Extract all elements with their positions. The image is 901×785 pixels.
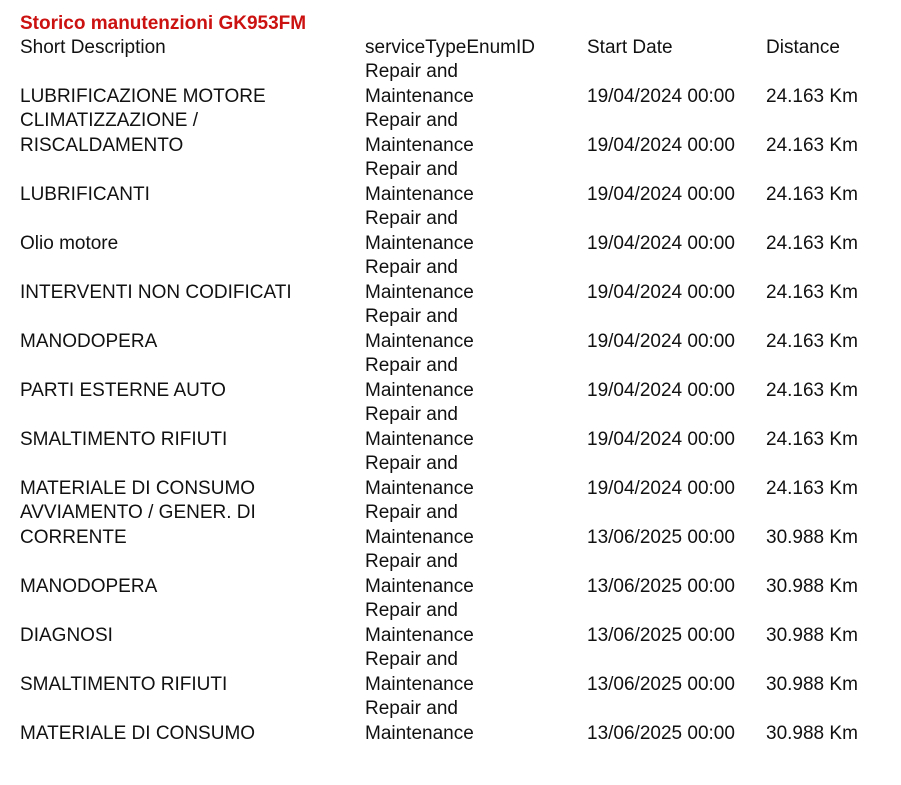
cell-start-date-text: 19/04/2024 00:00	[587, 183, 735, 205]
cell-short-description-text: INTERVENTI NON CODIFICATI	[20, 281, 292, 303]
cell-short-description-text: MANODOPERA	[20, 575, 158, 597]
cell-service-type	[365, 305, 587, 354]
cell-start-date-text: 19/04/2024 00:00	[587, 232, 735, 254]
cell-distance-text: 24.163 Km	[766, 85, 858, 107]
cell-start-date-text: 13/06/2025 00:00	[587, 575, 735, 597]
cell-distance-text: 30.988 Km	[766, 722, 858, 744]
cell-short-description	[20, 207, 365, 256]
cell-short-description	[20, 452, 365, 501]
cell-distance	[766, 354, 890, 403]
cell-short-description-text: SMALTIMENTO RIFIUTI	[20, 428, 228, 450]
cell-service-type	[365, 207, 587, 256]
cell-service-type	[365, 648, 587, 697]
cell-service-type-text: Repair and Maintenance	[365, 61, 474, 107]
cell-distance	[766, 648, 890, 697]
cell-start-date	[587, 550, 766, 599]
cell-short-description	[20, 354, 365, 403]
cell-short-description	[20, 501, 365, 550]
cell-distance-text: 30.988 Km	[766, 673, 858, 695]
cell-service-type	[365, 550, 587, 599]
cell-short-description	[20, 60, 365, 109]
cell-service-type	[365, 599, 587, 648]
table-row	[20, 550, 890, 599]
cell-service-type-text: Repair and Maintenance	[365, 208, 474, 254]
table-row	[20, 60, 890, 109]
cell-service-type	[365, 697, 587, 746]
cell-service-type	[365, 452, 587, 501]
table-header-row	[20, 36, 890, 60]
cell-distance	[766, 158, 890, 207]
table-body	[20, 60, 890, 746]
cell-start-date	[587, 501, 766, 550]
table-row	[20, 207, 890, 256]
cell-service-type	[365, 60, 587, 109]
cell-distance-text: 24.163 Km	[766, 183, 858, 205]
cell-start-date	[587, 109, 766, 158]
cell-start-date	[587, 256, 766, 305]
cell-distance	[766, 403, 890, 452]
cell-short-description-text: DIAGNOSI	[20, 624, 113, 646]
cell-distance-text: 30.988 Km	[766, 624, 858, 646]
cell-distance-text: 24.163 Km	[766, 428, 858, 450]
cell-short-description	[20, 256, 365, 305]
cell-start-date-text: 19/04/2024 00:00	[587, 477, 735, 499]
cell-distance	[766, 550, 890, 599]
cell-service-type	[365, 109, 587, 158]
cell-start-date	[587, 158, 766, 207]
cell-service-type-text: Repair and Maintenance	[365, 159, 474, 205]
cell-service-type	[365, 158, 587, 207]
cell-short-description-text: LUBRIFICAZIONE MOTORE	[20, 85, 266, 107]
cell-start-date	[587, 697, 766, 746]
table-row	[20, 403, 890, 452]
header-distance: Distance	[766, 37, 840, 58]
cell-short-description-text: MATERIALE DI CONSUMO	[20, 722, 256, 744]
cell-service-type-text: Repair and Maintenance	[365, 453, 474, 499]
cell-start-date-text: 19/04/2024 00:00	[587, 281, 735, 303]
cell-start-date-text: 19/04/2024 00:00	[587, 330, 735, 352]
cell-distance	[766, 207, 890, 256]
table-row	[20, 256, 890, 305]
cell-short-description	[20, 697, 365, 746]
cell-service-type-text: Repair and Maintenance	[365, 551, 474, 597]
cell-short-description-text: SMALTIMENTO RIFIUTI	[20, 673, 228, 695]
cell-short-description-text: MANODOPERA	[20, 330, 158, 352]
cell-short-description-text: CLIMATIZZAZIONE / RISCALDAMENTO	[20, 110, 199, 156]
cell-short-description	[20, 648, 365, 697]
cell-service-type-text: Repair and Maintenance	[365, 110, 474, 156]
cell-start-date	[587, 207, 766, 256]
cell-start-date-text: 13/06/2025 00:00	[587, 722, 735, 744]
cell-service-type	[365, 256, 587, 305]
table-row	[20, 158, 890, 207]
cell-service-type-text: Repair and Maintenance	[365, 355, 474, 401]
header-start-date: Start Date	[587, 37, 673, 58]
cell-start-date	[587, 599, 766, 648]
table-row	[20, 354, 890, 403]
cell-start-date-text: 13/06/2025 00:00	[587, 673, 735, 695]
cell-distance	[766, 60, 890, 109]
cell-distance	[766, 305, 890, 354]
cell-service-type-text: Repair and Maintenance	[365, 649, 474, 695]
maintenance-table	[20, 36, 890, 746]
cell-short-description-text: LUBRIFICANTI	[20, 183, 150, 205]
cell-short-description-text: PARTI ESTERNE AUTO	[20, 379, 226, 401]
cell-service-type-text: Repair and Maintenance	[365, 502, 474, 548]
cell-short-description	[20, 158, 365, 207]
maintenance-report	[20, 12, 890, 746]
cell-distance	[766, 452, 890, 501]
header-service-type: serviceTypeEnumID	[365, 37, 536, 58]
table-row	[20, 648, 890, 697]
header-short-description: Short Description	[20, 37, 166, 58]
cell-service-type	[365, 354, 587, 403]
cell-short-description-text: MATERIALE DI CONSUMO	[20, 477, 256, 499]
cell-start-date	[587, 305, 766, 354]
cell-distance-text: 30.988 Km	[766, 575, 858, 597]
cell-distance-text: 24.163 Km	[766, 477, 858, 499]
table-row	[20, 452, 890, 501]
cell-start-date-text: 19/04/2024 00:00	[587, 85, 735, 107]
cell-distance	[766, 697, 890, 746]
cell-short-description-text: Olio motore	[20, 232, 119, 254]
cell-short-description	[20, 599, 365, 648]
cell-start-date	[587, 60, 766, 109]
cell-short-description-text: AVVIAMENTO / GENER. DI CORRENTE	[20, 502, 256, 548]
cell-start-date-text: 19/04/2024 00:00	[587, 379, 735, 401]
table-row	[20, 599, 890, 648]
cell-short-description	[20, 109, 365, 158]
table-row	[20, 109, 890, 158]
cell-service-type-text: Repair and Maintenance	[365, 698, 474, 744]
cell-short-description	[20, 403, 365, 452]
cell-start-date-text: 19/04/2024 00:00	[587, 134, 735, 156]
cell-distance-text: 24.163 Km	[766, 232, 858, 254]
cell-distance-text: 24.163 Km	[766, 330, 858, 352]
cell-distance	[766, 501, 890, 550]
cell-service-type	[365, 501, 587, 550]
table-row	[20, 697, 890, 746]
table-row	[20, 305, 890, 354]
cell-distance	[766, 256, 890, 305]
cell-short-description	[20, 305, 365, 354]
cell-service-type-text: Repair and Maintenance	[365, 404, 474, 450]
table-row	[20, 501, 890, 550]
cell-short-description	[20, 550, 365, 599]
cell-service-type	[365, 403, 587, 452]
cell-distance-text: 30.988 Km	[766, 526, 858, 548]
cell-distance	[766, 599, 890, 648]
cell-service-type-text: Repair and Maintenance	[365, 257, 474, 303]
cell-start-date-text: 13/06/2025 00:00	[587, 624, 735, 646]
report-title: Storico manutenzioni GK953FM	[20, 13, 307, 34]
cell-start-date	[587, 403, 766, 452]
cell-start-date	[587, 648, 766, 697]
cell-service-type-text: Repair and Maintenance	[365, 306, 474, 352]
cell-start-date-text: 19/04/2024 00:00	[587, 428, 735, 450]
cell-start-date-text: 13/06/2025 00:00	[587, 526, 735, 548]
cell-start-date	[587, 354, 766, 403]
cell-service-type-text: Repair and Maintenance	[365, 600, 474, 646]
cell-distance-text: 24.163 Km	[766, 134, 858, 156]
cell-distance-text: 24.163 Km	[766, 281, 858, 303]
cell-distance	[766, 109, 890, 158]
cell-distance-text: 24.163 Km	[766, 379, 858, 401]
cell-start-date	[587, 452, 766, 501]
